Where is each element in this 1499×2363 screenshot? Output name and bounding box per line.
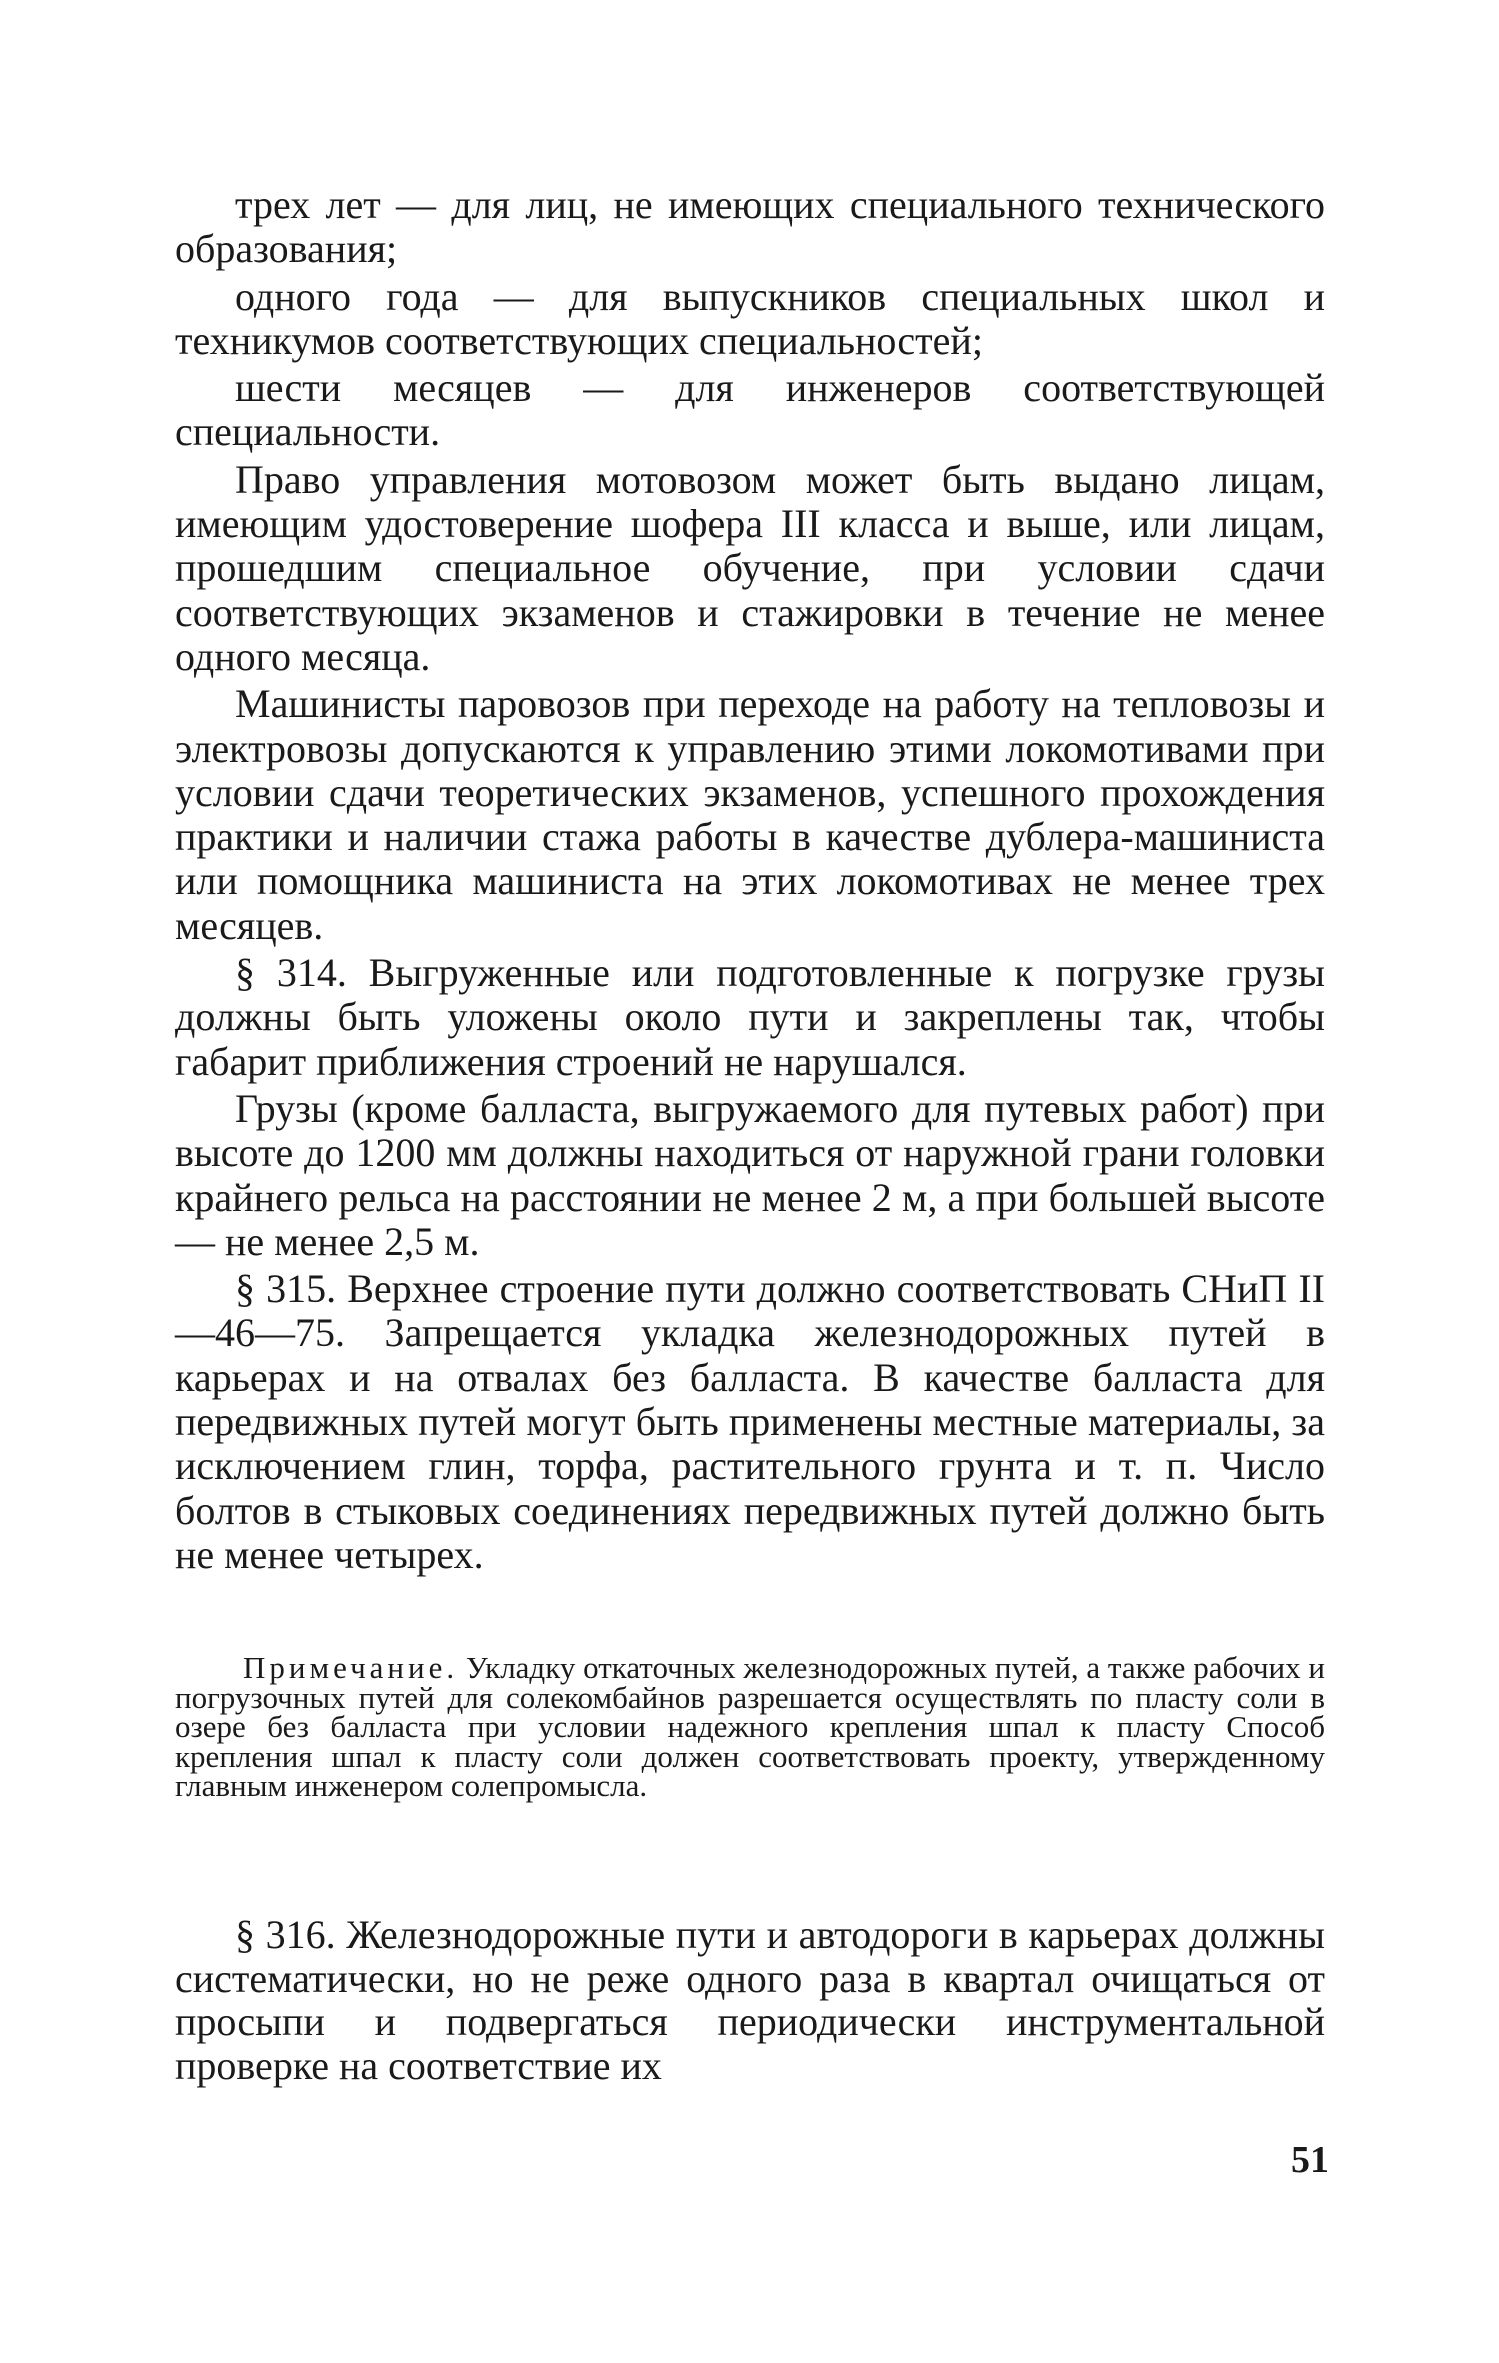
- note-label: Примечание.: [243, 1650, 459, 1685]
- page-number: 51: [1291, 2139, 1329, 2181]
- paragraph-three-years: трех лет — для лиц, не имеющих специального технического образования;: [175, 182, 1325, 272]
- paragraph-cargo-distance: Грузы (кроме балласта, выгружаемого для путевых работ) при высоте до 1200 мм должны находиться от наружной грани головки крайнего рельса на расстоянии не менее 2 м, а при большей высоте — не менее 2,5 м.: [175, 1085, 1325, 1264]
- paragraph-one-year: одного года — для выпускников специальных школ и техникумов соответствующих специальностей;: [175, 273, 1325, 363]
- section-316: § 316. Железнодорожные пути и автодороги в карьерах должны систематически, но не реже одного раза в квартал очищаться от просыпи и подвергаться периодически инструментальной проверке на соответствие их: [175, 1912, 1325, 2088]
- paragraph-motovoz-license: Право управления мотовозом может быть выдано лицам, имеющим удостоверение шофера III класса и выше, или лицам, прошедшим специальное обучение, при условии сдачи соответствующих экзаменов и стажировки в течение не менее одного месяца.: [175, 456, 1325, 679]
- section-314: § 314. Выгруженные или подготовленные к погрузке грузы должны быть уложены около пути и закреплены так, чтобы габарит приближения строений не нарушался.: [175, 950, 1325, 1084]
- main-text-block: [175, 183, 1325, 1580]
- tail-text-block: [175, 1913, 1325, 2087]
- section-315: § 315. Верхнее строение пути должно соответствовать СНиП II—46—75. Запрещается укладка железнодорожных путей в карьерах и на отвалах без балласта. В качестве балласта для передвижных путей могут быть применены местные материалы, за исключением глин, торфа, растительного грунта и т. п. Число болтов в стыковых соединениях передвижных путей должно быть не менее четырех.: [175, 1266, 1325, 1577]
- note-text: Укладку откаточных железнодорожных путей, а также рабочих и погрузочных путей для солекомбайнов разрешается осуществлять по пласту соли в озере без балласта при условии надежного крепления шпал к пласту Способ крепления шпал к пласту соли должен соответствовать проекту, утвержденному главным инженером солепромысла.: [175, 1650, 1326, 1803]
- note-paragraph: [175, 1650, 1326, 1803]
- paragraph-locomotive-drivers: Машинисты паровозов при переходе на работу на тепловозы и электровозы допускаются к управлению этими локомотивами при условии сдачи теоретических экзаменов, успешного прохождения практики и наличии стажа работы в качестве дублера-машиниста или помощника машиниста на этих локомотивах не менее трех месяцев.: [175, 681, 1325, 948]
- note-block: [175, 1650, 1326, 1803]
- paragraph-six-months: шести месяцев — для инженеров соответствующей специальности.: [175, 365, 1325, 455]
